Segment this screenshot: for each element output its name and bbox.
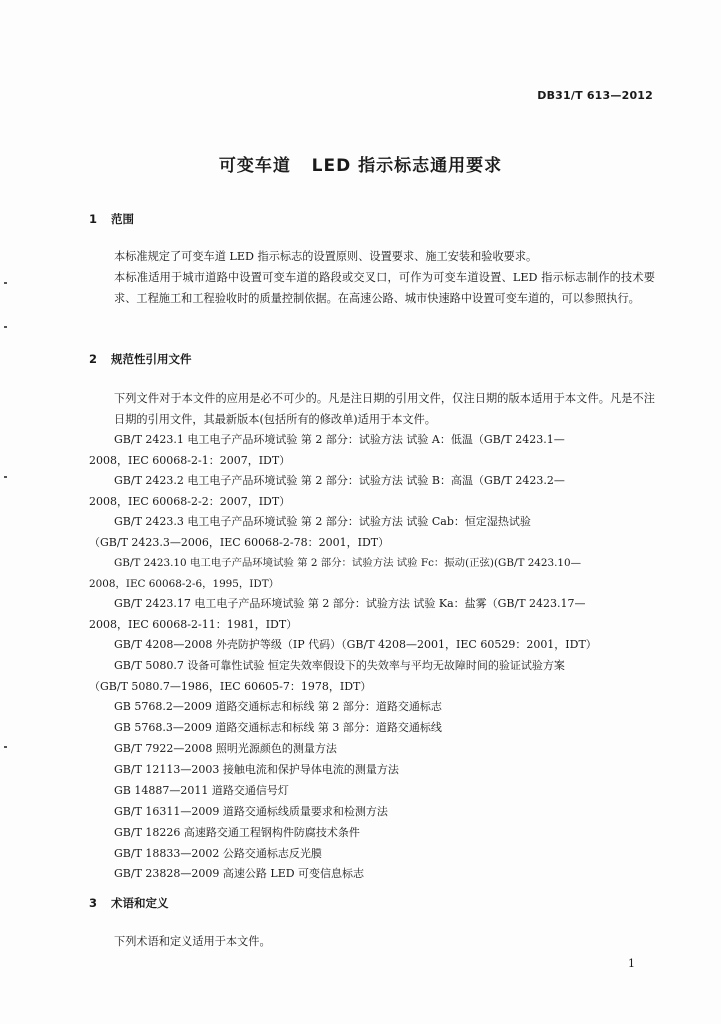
section-1-heading — [89, 211, 134, 227]
reference-item: GB 5768.2—2009 道路交通标志和标线 第 2 部分：道路交通标志 — [114, 700, 442, 713]
reference-item: GB/T 18833—2002 公路交通标志反光膜 — [114, 847, 322, 860]
scan-mark — [4, 326, 7, 328]
reference-item: GB/T 16311—2009 道路交通标线质量要求和检测方法 — [114, 805, 388, 818]
section-1-paragraph-1: 本标准规定了可变车道 LED 指示标志的设置原则、设置要求、施工安装和验收要求。 — [114, 250, 538, 263]
reference-item: GB 5768.3—2009 道路交通标志和标线 第 3 部分：道路交通标线 — [114, 721, 442, 734]
reference-item: GB/T 4208—2008 外壳防护等级（IP 代码）（GB/T 4208—2001，IEC 60529：2001，IDT） — [114, 638, 597, 651]
scan-mark — [4, 282, 7, 284]
section-1-paragraph-2: 本标准适用于城市道路中设置可变车道的路段或交叉口，可作为可变车道设置、LED 指示标志制作的技术要求、工程施工和工程验收时的质量控制依据。在高速公路、城市快速路中设置可变车道的，可以参照执行。 — [114, 271, 655, 305]
section-title: 规范性引用文件 — [111, 352, 192, 366]
scan-mark — [4, 476, 7, 478]
section-number: 1 — [89, 212, 98, 226]
scan-mark — [4, 746, 7, 748]
document-code: DB31/T 613—2012 — [537, 89, 653, 102]
reference-item: GB/T 5080.7 设备可靠性试验 恒定失效率假设下的失效率与平均无故障时间的验证试验方案 （GB/T 5080.7—1986，IEC 60605-7：1978，IDT） — [89, 659, 565, 693]
page-number: 1 — [628, 957, 635, 970]
section-3-heading — [89, 895, 169, 911]
section-number: 2 — [89, 352, 98, 366]
reference-item: GB/T 2423.17 电工电子产品环境试验 第 2 部分：试验方法 试验 Ka：盐雾（GB/T 2423.17— 2008，IEC 60068-2-11：1981，IDT） — [89, 597, 586, 631]
reference-item: GB/T 2423.2 电工电子产品环境试验 第 2 部分：试验方法 试验 B：高温（GB/T 2423.2— 2008，IEC 60068-2-2：2007，IDT） — [89, 474, 565, 508]
reference-item: GB/T 2423.10 电工电子产品环境试验 第 2 部分：试验方法 试验 Fc：振动(正弦)(GB/T 2423.10— 2008，IEC 60068-2-6，1995，IDT） — [89, 557, 582, 590]
reference-item: GB/T 18226 高速路交通工程钢构件防腐技术条件 — [114, 826, 360, 839]
section-2-heading — [89, 351, 192, 367]
reference-item: GB/T 7922—2008 照明光源颜色的测量方法 — [114, 742, 337, 755]
section-title: 术语和定义 — [111, 896, 169, 910]
reference-item: GB/T 12113—2003 接触电流和保护导体电流的测量方法 — [114, 763, 399, 776]
section-title: 范围 — [111, 212, 134, 226]
document-title: 可变车道 LED 指示标志通用要求 — [218, 156, 503, 176]
reference-item: GB/T 2423.3 电工电子产品环境试验 第 2 部分：试验方法 试验 Cab：恒定湿热试验 （GB/T 2423.3—2006，IEC 60068-2-78：2001，IDT） — [89, 515, 531, 549]
section-3-paragraph-1: 下列术语和定义适用于本文件。 — [114, 935, 271, 948]
section-number: 3 — [89, 896, 98, 910]
reference-item: GB/T 23828—2009 高速公路 LED 可变信息标志 — [114, 867, 365, 880]
reference-item: GB/T 2423.1 电工电子产品环境试验 第 2 部分：试验方法 试验 A：低温（GB/T 2423.1— 2008，IEC 60068-2-1：2007，IDT） — [89, 433, 565, 467]
section-2-intro: 下列文件对于本文件的应用是必不可少的。凡是注日期的引用文件，仅注日期的版本适用于本文件。凡是不注日期的引用文件，其最新版本(包括所有的修改单)适用于本文件。 — [114, 392, 655, 426]
reference-item: GB 14887—2011 道路交通信号灯 — [114, 784, 289, 797]
